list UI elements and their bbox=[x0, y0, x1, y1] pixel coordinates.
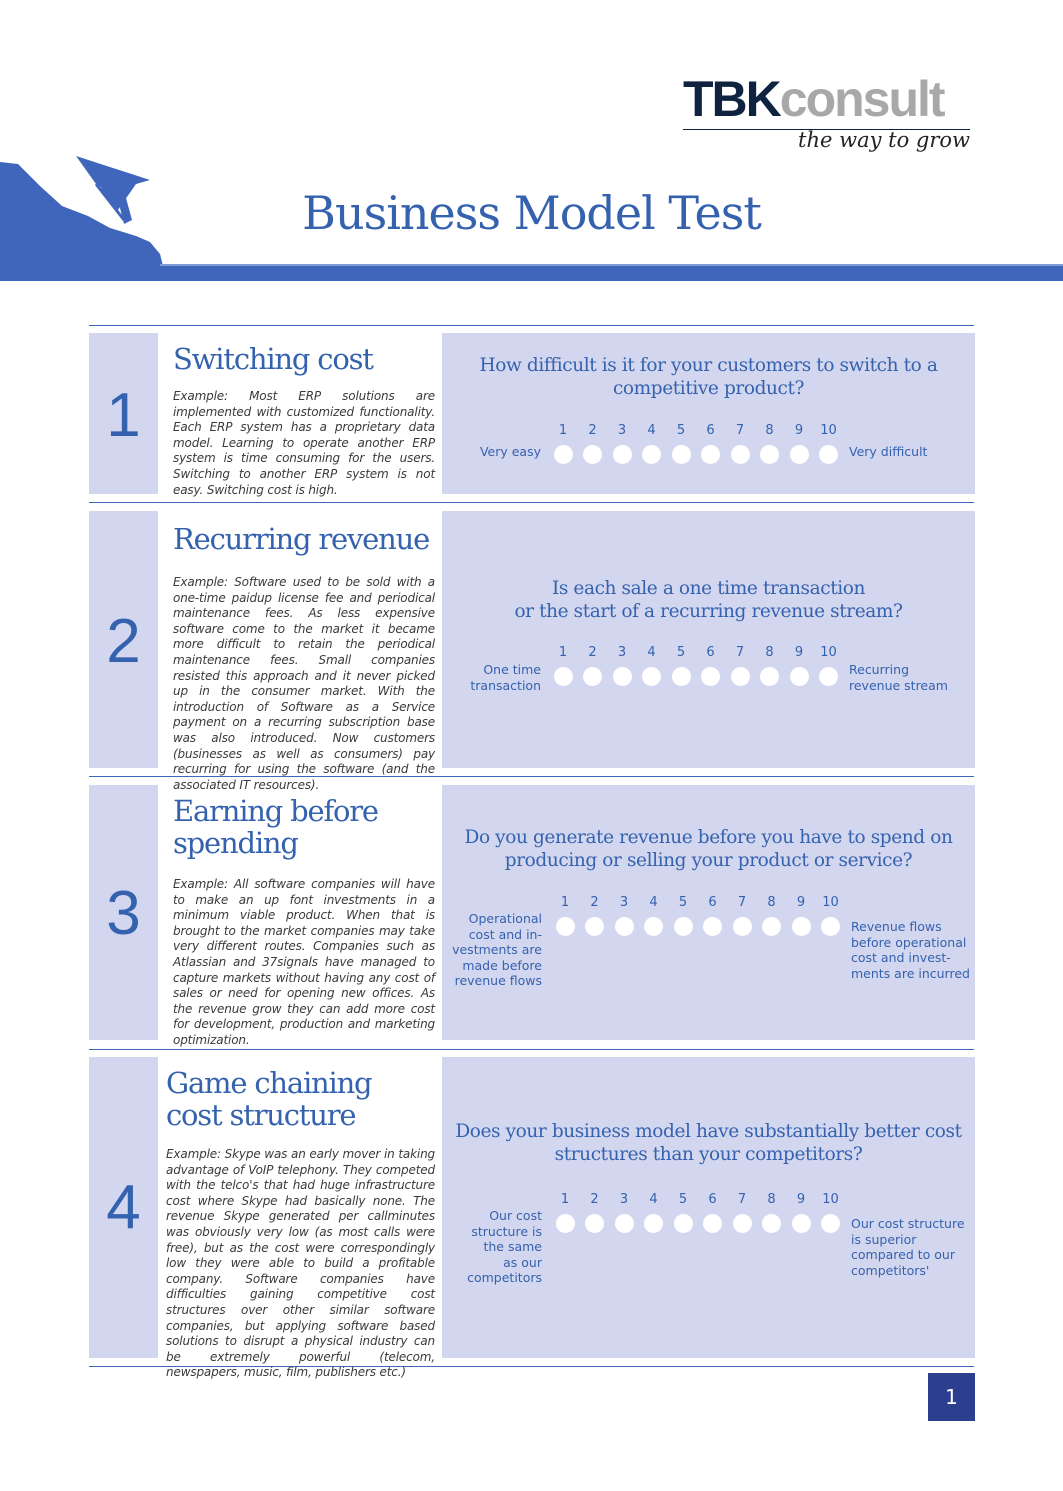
rating-option-circle[interactable] bbox=[615, 917, 634, 936]
section-game-chaining-cost-structure bbox=[89, 1057, 975, 1380]
rating-option-circle[interactable] bbox=[615, 1214, 634, 1233]
rating-option-circle[interactable] bbox=[585, 917, 604, 936]
scale-number: 4 bbox=[647, 645, 656, 660]
rating-option-circle[interactable] bbox=[760, 667, 779, 686]
question: Does your business model have substantially better cost structures than your competitors? bbox=[455, 1121, 962, 1165]
header-bar bbox=[0, 266, 1063, 281]
scale-number: 4 bbox=[649, 895, 658, 910]
rating-option-circle[interactable] bbox=[644, 917, 663, 936]
scale-number: 1 bbox=[558, 645, 568, 660]
rating-option-circle[interactable] bbox=[760, 445, 779, 464]
rating-option-circle[interactable] bbox=[554, 445, 573, 464]
rating-option-circle[interactable] bbox=[674, 917, 693, 936]
rating-option-circle[interactable] bbox=[703, 917, 722, 936]
section-title-line2: cost structure bbox=[166, 1098, 356, 1132]
rating-option-circle[interactable] bbox=[674, 1214, 693, 1233]
scale-number: 5 bbox=[676, 423, 686, 438]
question: Do you generate revenue before you have to spend on producing or selling your product or service? bbox=[464, 827, 953, 871]
rating-scale bbox=[552, 645, 852, 705]
section-number-panel bbox=[89, 785, 158, 1040]
section-number: 2 bbox=[106, 607, 141, 676]
rating-option-circle[interactable] bbox=[792, 917, 811, 936]
scale-number: 3 bbox=[617, 645, 627, 660]
rating-scale bbox=[554, 895, 854, 955]
section-number-panel bbox=[89, 333, 158, 494]
section-earning-before-spending bbox=[89, 785, 975, 1047]
section-title-line2: spending bbox=[173, 826, 298, 860]
section-example: Example: All software companies will have to make an up font investments in a minimum viable product. When that is brought to the market companies may take very different routes. Companies such as Atlassian and 37signals have managed to capture markets without having any cost of sales or need for opening new offices. As the revenue grow they can add more cost for development, production and marketing optimization. bbox=[173, 877, 435, 1047]
question-panel bbox=[442, 785, 975, 1040]
scale-number: 8 bbox=[767, 1192, 776, 1207]
scale-number: 3 bbox=[617, 423, 627, 438]
tbkconsult-logo bbox=[683, 71, 973, 164]
scale-number: 6 bbox=[708, 1192, 717, 1207]
scale-left-label: Very easy bbox=[479, 444, 541, 459]
section-text bbox=[173, 333, 435, 498]
scale-number: 4 bbox=[649, 1192, 658, 1207]
scale-number: 10 bbox=[822, 895, 839, 910]
rating-scale bbox=[552, 423, 852, 483]
section-title: Game chaining bbox=[166, 1066, 372, 1100]
rating-option-circle[interactable] bbox=[672, 445, 691, 464]
rating-option-circle[interactable] bbox=[733, 917, 752, 936]
scale-number: 5 bbox=[678, 1192, 688, 1207]
rating-option-circle[interactable] bbox=[790, 445, 809, 464]
section-number: 4 bbox=[106, 1173, 141, 1242]
logo-wordmark: TBKconsult bbox=[683, 71, 944, 127]
rating-option-circle[interactable] bbox=[762, 917, 781, 936]
rating-option-circle[interactable] bbox=[644, 1214, 663, 1233]
rating-option-circle[interactable] bbox=[585, 1214, 604, 1233]
section-number: 1 bbox=[106, 381, 141, 450]
section-number: 3 bbox=[106, 879, 141, 948]
rating-option-circle[interactable] bbox=[731, 445, 750, 464]
section-title: Switching cost bbox=[173, 342, 373, 376]
scale-number: 10 bbox=[820, 645, 837, 660]
scale-number: 10 bbox=[822, 1192, 839, 1207]
section-recurring-revenue bbox=[89, 511, 975, 792]
section-example: Example: Most ERP solutions are implemented with customized functionality. Each ERP system has a proprietary data model. Learning to operate another ERP system is time consuming for the users. Switching to another ERP system is not easy. Switching cost is high. bbox=[173, 389, 435, 497]
scale-number: 6 bbox=[706, 423, 715, 438]
section-number-panel bbox=[89, 511, 158, 768]
section-divider bbox=[89, 1049, 974, 1050]
scale-right-label: Recurring revenue stream bbox=[849, 662, 948, 693]
rating-option-circle[interactable] bbox=[613, 667, 632, 686]
question-panel bbox=[442, 333, 975, 494]
scale-number: 6 bbox=[706, 645, 715, 660]
rating-option-circle[interactable] bbox=[819, 445, 838, 464]
scale-number: 7 bbox=[737, 1192, 747, 1207]
scale-number: 2 bbox=[590, 1192, 599, 1207]
rating-option-circle[interactable] bbox=[556, 917, 575, 936]
rating-option-circle[interactable] bbox=[733, 1214, 752, 1233]
rating-option-circle[interactable] bbox=[583, 667, 602, 686]
rating-scale bbox=[554, 1192, 854, 1252]
scale-number: 1 bbox=[560, 1192, 570, 1207]
rating-option-circle[interactable] bbox=[731, 667, 750, 686]
page-number-badge: 1 bbox=[928, 1373, 975, 1421]
scale-number: 8 bbox=[767, 895, 776, 910]
rating-option-circle[interactable] bbox=[703, 1214, 722, 1233]
rating-option-circle[interactable] bbox=[792, 1214, 811, 1233]
rating-option-circle[interactable] bbox=[821, 917, 840, 936]
scale-number: 9 bbox=[796, 1192, 806, 1207]
section-switching-cost bbox=[89, 333, 975, 497]
scale-number: 5 bbox=[676, 645, 686, 660]
scale-number: 2 bbox=[590, 895, 599, 910]
rating-option-circle[interactable] bbox=[790, 667, 809, 686]
section-title: Earning before bbox=[173, 794, 378, 828]
scale-number: 9 bbox=[796, 895, 806, 910]
scale-number: 8 bbox=[765, 645, 774, 660]
scale-number: 7 bbox=[737, 895, 747, 910]
scale-number: 2 bbox=[588, 423, 597, 438]
rating-option-circle[interactable] bbox=[819, 667, 838, 686]
section-text bbox=[166, 1057, 435, 1381]
rating-option-circle[interactable] bbox=[556, 1214, 575, 1233]
scale-number: 1 bbox=[558, 423, 568, 438]
scale-right-label: Our cost structure is superior compared to our competitors' bbox=[851, 1216, 965, 1278]
scale-right-label: Very difficult bbox=[849, 444, 928, 459]
scale-right-label: Revenue flows before operational cost and invest- ments are incurred bbox=[851, 919, 970, 981]
section-divider bbox=[89, 502, 974, 503]
scale-number: 10 bbox=[820, 423, 837, 438]
scale-number: 2 bbox=[588, 645, 597, 660]
section-title: Recurring revenue bbox=[173, 522, 430, 556]
section-example: Example: Skype was an early mover in taking advantage of VoIP telephony. They competed with the telco's that had huge infrastructure cost where Skype had basically none. The revenue Skype generated per callminutes was obviously very low (as most calls were free), but as the cost were correspondingly low they were able to build a profitable company. Software companies have difficulties gaining competitive cost structures over other similar software companies, but applying software based solutions to disrupt a physical industry can be extremely powerful (telecom, newspapers, music, film, publishers etc.) bbox=[166, 1147, 435, 1380]
rating-option-circle[interactable] bbox=[583, 445, 602, 464]
rating-option-circle[interactable] bbox=[821, 1214, 840, 1233]
section-text bbox=[173, 511, 435, 793]
question: How difficult is it for your customers to switch to a competitive product? bbox=[479, 355, 938, 399]
scale-number: 4 bbox=[647, 423, 656, 438]
scale-number: 7 bbox=[735, 645, 745, 660]
section-divider bbox=[89, 325, 974, 326]
scale-number: 7 bbox=[735, 423, 745, 438]
rating-option-circle[interactable] bbox=[762, 1214, 781, 1233]
scale-number: 3 bbox=[619, 1192, 629, 1207]
section-example: Example: Software used to be sold with a one-time paidup license fee and periodical maintenance fees. As less expensive software come to the market it became more difficult to retain the periodical maintenance fees. Small companies resisted this approach and it never picked up in the consumer market. With the introduction of Software as a Service payment on a recurring subscription base was also introduced. Now customers (businesses as well as consumers) pay recurring for using the software (and the associated IT resources). bbox=[173, 575, 435, 792]
rating-option-circle[interactable] bbox=[642, 667, 661, 686]
rating-option-circle[interactable] bbox=[672, 667, 691, 686]
question-panel bbox=[442, 511, 975, 768]
scale-number: 6 bbox=[708, 895, 717, 910]
rating-option-circle[interactable] bbox=[554, 667, 573, 686]
scale-left-label: Operational cost and in- vestments are made before revenue flows bbox=[452, 911, 542, 989]
scale-left-label: One time transaction bbox=[470, 662, 541, 693]
rating-option-circle[interactable] bbox=[613, 445, 632, 464]
scale-number: 1 bbox=[560, 895, 570, 910]
page-title: Business Model Test bbox=[302, 186, 761, 240]
scale-left-label: Our cost structure is the same as our competitors bbox=[467, 1208, 542, 1286]
rating-option-circle[interactable] bbox=[701, 445, 720, 464]
rating-option-circle[interactable] bbox=[642, 445, 661, 464]
scale-number: 3 bbox=[619, 895, 629, 910]
scale-number: 9 bbox=[794, 645, 804, 660]
section-number-panel bbox=[89, 1057, 158, 1358]
question-panel bbox=[442, 1057, 975, 1358]
section-text bbox=[173, 785, 435, 1049]
scale-number: 5 bbox=[678, 895, 688, 910]
scale-number: 8 bbox=[765, 423, 774, 438]
scale-number: 9 bbox=[794, 423, 804, 438]
question: Is each sale a one time transaction or the start of a recurring revenue stream? bbox=[514, 578, 903, 622]
logo-tagline: the way to grow bbox=[798, 128, 970, 152]
rating-option-circle[interactable] bbox=[701, 667, 720, 686]
